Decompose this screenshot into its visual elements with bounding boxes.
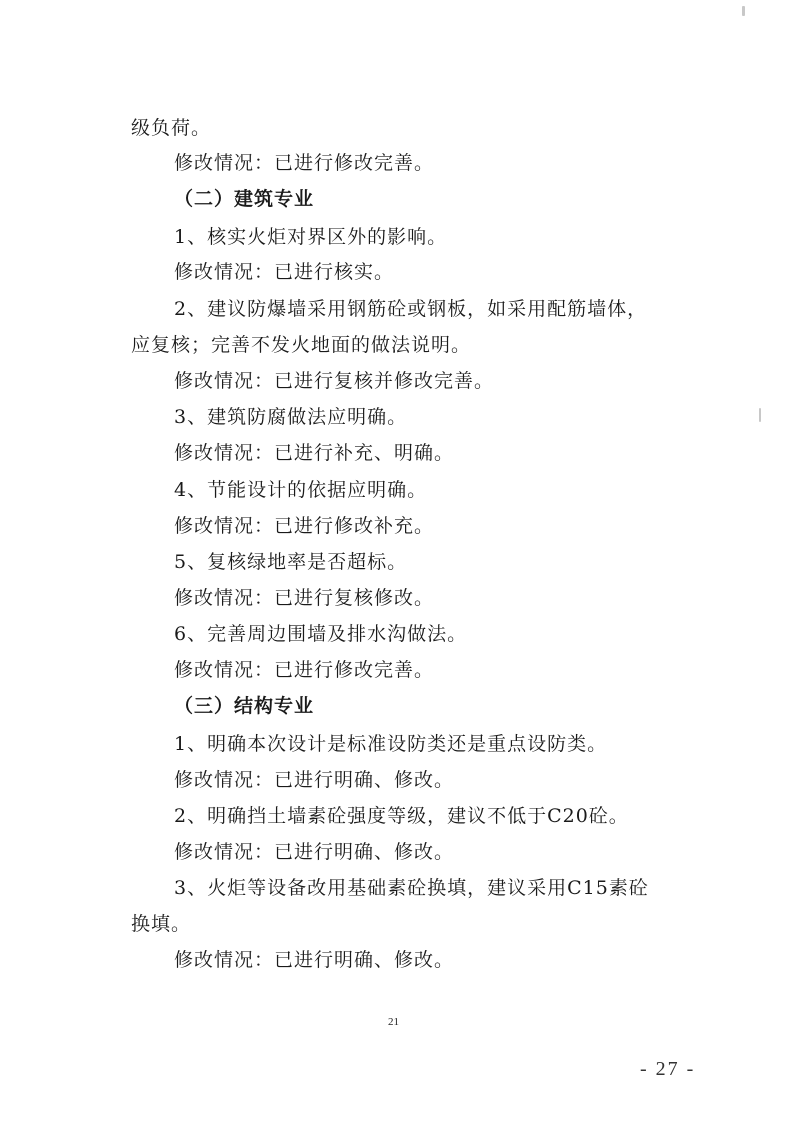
review-item: 4、节能设计的依据应明确。 (174, 479, 428, 501)
inner-page-number: 21 (388, 1016, 399, 1028)
scan-mark (742, 6, 745, 16)
revision-status-line: 修改情况：已进行核实。 (174, 261, 395, 283)
review-item: 5、复核绿地率是否超标。 (174, 551, 408, 573)
revision-status-line: 修改情况：已进行修改完善。 (174, 152, 435, 174)
revision-status-line: 修改情况：已进行修改完善。 (174, 659, 435, 681)
review-item: 6、完善周边围墙及排水沟做法。 (174, 623, 468, 645)
review-item: 3、建筑防腐做法应明确。 (174, 406, 408, 428)
revision-status-line: 修改情况：已进行明确、修改。 (174, 949, 455, 971)
review-item: 1、明确本次设计是标准设防类还是重点设防类。 (174, 733, 608, 755)
text-line: 级负荷。 (131, 117, 212, 139)
section-heading-architecture: （二）建筑专业 (174, 188, 315, 210)
review-item: 2、建议防爆墙采用钢筋砼或钢板，如采用配筋墙体， (174, 298, 648, 320)
scan-mark (759, 408, 761, 422)
outer-page-number: - 27 - (640, 1058, 696, 1080)
review-item: 3、火炬等设备改用基础素砼换填，建议采用C15素砼 (174, 877, 649, 899)
review-item-continuation: 应复核；完善不发火地面的做法说明。 (131, 334, 472, 356)
review-item: 2、明确挡土墙素砼强度等级，建议不低于C20砼。 (174, 805, 629, 827)
review-item-continuation: 换填。 (131, 913, 192, 935)
section-heading-structure: （三）结构专业 (174, 695, 315, 717)
revision-status-line: 修改情况：已进行补充、明确。 (174, 442, 455, 464)
revision-status-line: 修改情况：已进行修改补充。 (174, 515, 435, 537)
review-item: 1、核实火炬对界区外的影响。 (174, 226, 448, 248)
revision-status-line: 修改情况：已进行复核修改。 (174, 587, 435, 609)
revision-status-line: 修改情况：已进行复核并修改完善。 (174, 370, 495, 392)
revision-status-line: 修改情况：已进行明确、修改。 (174, 769, 455, 791)
revision-status-line: 修改情况：已进行明确、修改。 (174, 841, 455, 863)
